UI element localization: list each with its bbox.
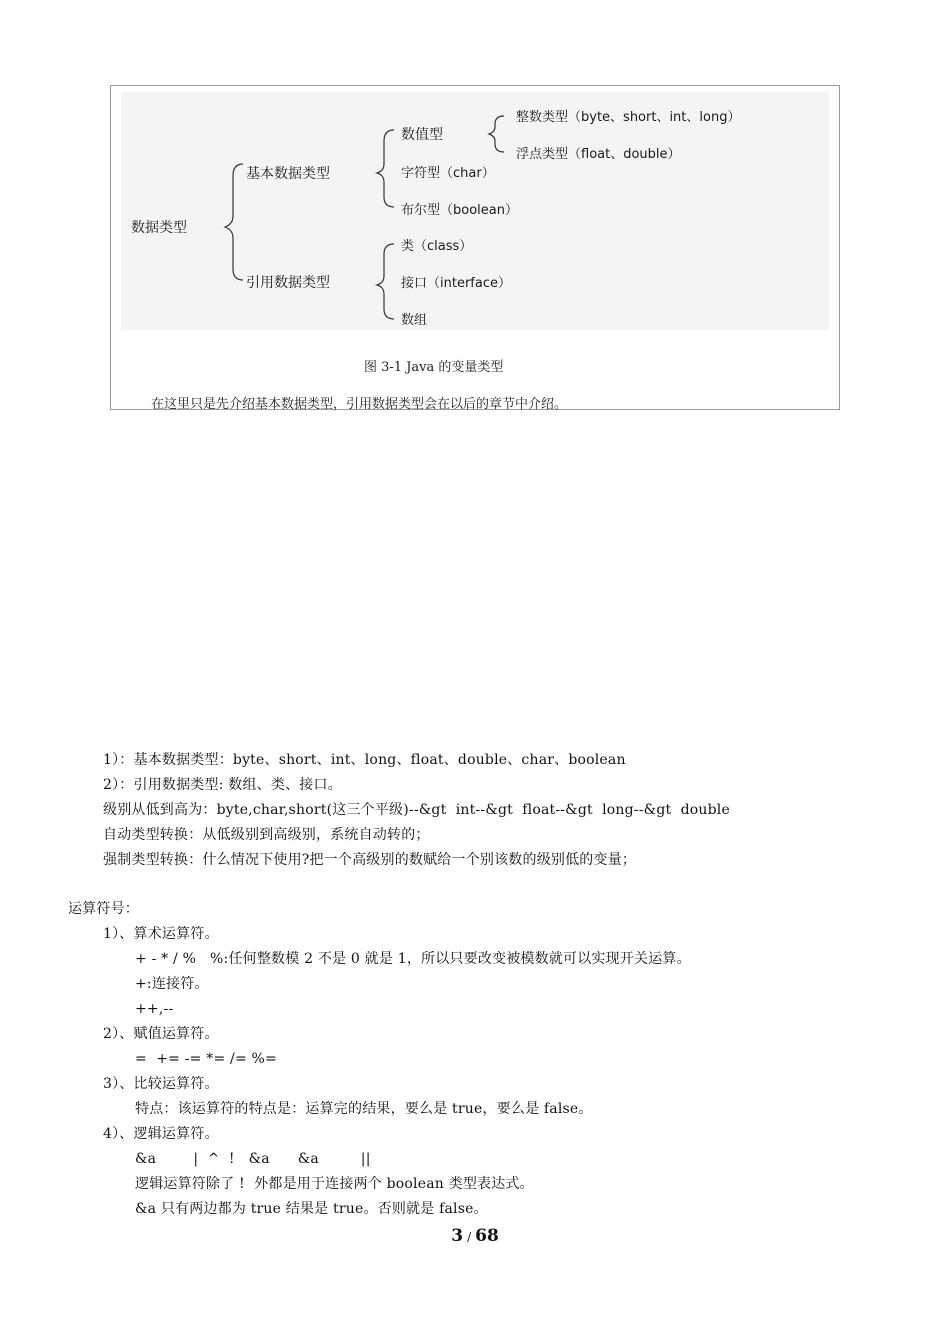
diagram-array-label: 数组 (401, 313, 428, 328)
reference-types-line: 2）：引用数据类型: 数组、类、接口。 (103, 777, 342, 793)
basic-types-line: 1）：基本数据类型：byte、short、int、long、float、double、char、boolean (103, 752, 626, 768)
arithmetic-operators-line: + - * / % %:任何整数模 2 不是 0 就是 1，所以只要改变被模数就可以实现开关运算。 (135, 951, 691, 967)
diagram-reference-label: 引用数据类型 (246, 275, 330, 291)
diagram-interface-label: 接口（interface） (401, 276, 511, 291)
basic-brace (377, 130, 394, 207)
total-pages: 68 (475, 1226, 499, 1246)
reference-brace (377, 244, 394, 319)
logical-note-line: 逻辑运算符除了 ! 外都是用于连接两个 boolean 类型表达式。 (135, 1176, 534, 1192)
diagram-basic-label: 基本数据类型 (246, 166, 330, 182)
diagram-float-label: 浮点类型（float、double） (516, 147, 681, 162)
arithmetic-heading: 1）、算术运算符。 (103, 926, 219, 942)
page-separator: / (467, 1230, 472, 1244)
diagram-svg (111, 86, 841, 411)
comparison-note-line: 特点：该运算符的特点是：运算完的结果，要么是 true，要么是 false。 (135, 1101, 593, 1117)
diagram-class-label: 类（class） (401, 239, 473, 254)
assignment-operators-line: = += -= *= /= %= (135, 1051, 277, 1067)
numeric-brace (489, 116, 504, 152)
figure-caption: 图 3-1 Java 的变量类型 (364, 360, 504, 375)
operators-heading: 运算符号： (68, 901, 139, 917)
concat-operator-line: +:连接符。 (135, 976, 209, 992)
assignment-heading: 2）、赋值运算符。 (103, 1026, 219, 1042)
current-page: 3 (451, 1226, 464, 1246)
data-type-diagram (110, 85, 840, 410)
figure-note: 在这里只是先介绍基本数据类型，引用数据类型会在以后的章节中介绍。 (151, 397, 568, 411)
logical-heading: 4）、逻辑运算符。 (103, 1126, 219, 1142)
diagram-char-label: 字符型（char） (401, 166, 495, 181)
logical-operators-line: &a | ^ ! &a &a || (135, 1151, 371, 1167)
root-brace (225, 164, 243, 280)
page-number (0, 1226, 950, 1246)
diagram-integer-label: 整数类型（byte、short、int、long） (516, 110, 741, 125)
forced-conversion-line: 强制类型转换：什么情况下使用?把一个高级别的数赋给一个别该数的级别低的变量； (103, 852, 637, 868)
auto-conversion-line: 自动类型转换：从低级别到高级别，系统自动转的； (103, 827, 430, 843)
increment-operators-line: ++,-- (135, 1001, 174, 1017)
and-operator-line: &a 只有两边都为 true 结果是 true。否则就是 false。 (135, 1201, 488, 1217)
comparison-heading: 3）、比较运算符。 (103, 1076, 219, 1092)
type-level-line: 级别从低到高为：byte,char,short(这三个平级)--&gt int--&gt float--&gt long--&gt double (103, 802, 730, 818)
diagram-root-label: 数据类型 (131, 220, 187, 236)
diagram-boolean-label: 布尔型（boolean） (401, 203, 518, 218)
diagram-numeric-label: 数值型 (401, 127, 443, 143)
